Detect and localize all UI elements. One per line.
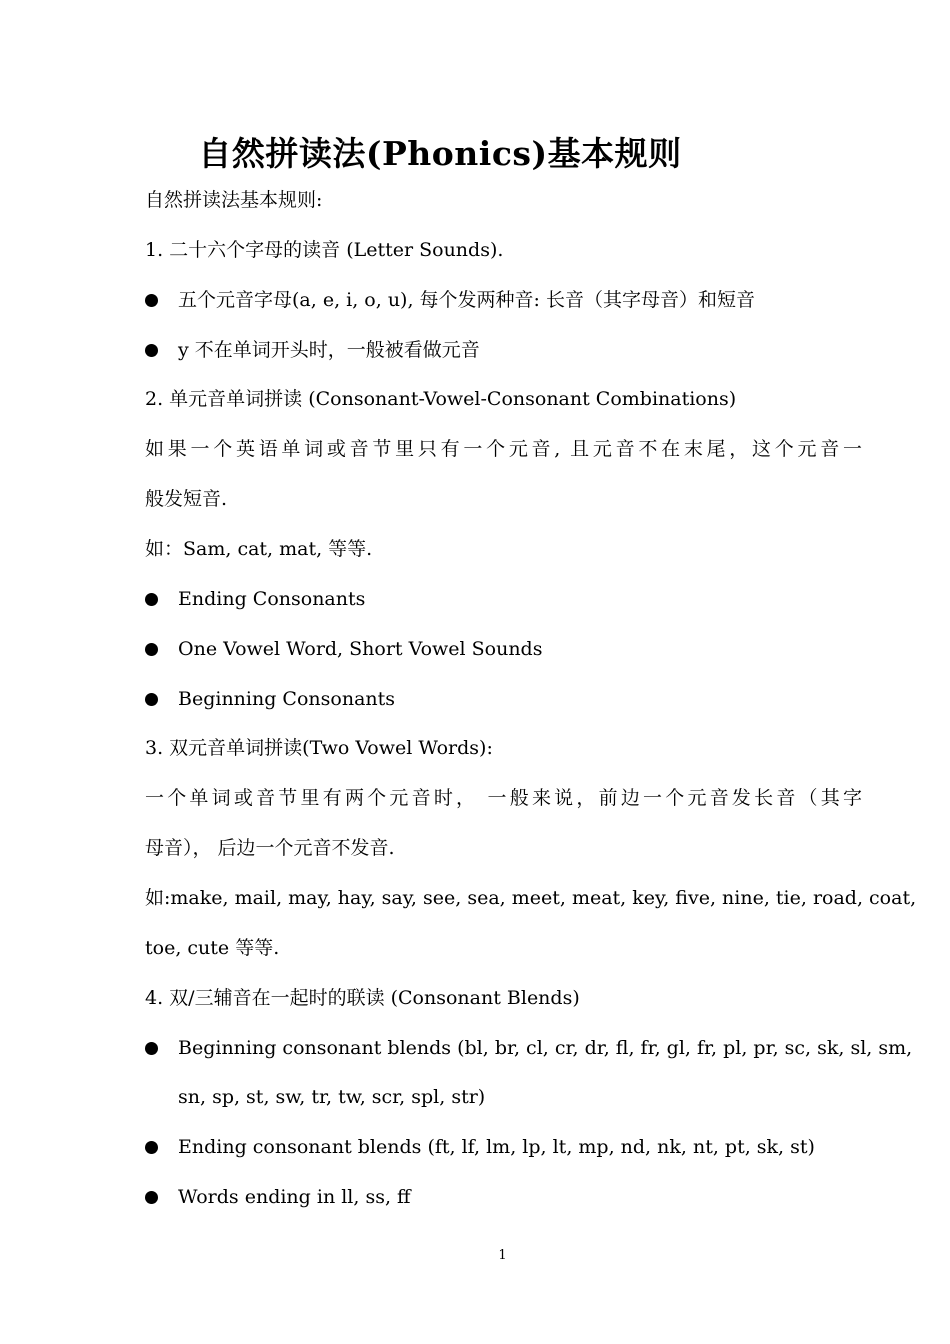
bullet-text: One Vowel Word, Short Vowel Sounds	[178, 638, 543, 660]
bullet-text: Beginning Consonants	[178, 688, 396, 710]
bullet-dot-icon	[145, 643, 158, 656]
bullet-text: Ending Consonants	[178, 588, 366, 610]
section-2-paragraph-line-2: 般发短音.	[145, 488, 228, 510]
bullet-dot-icon	[145, 1042, 158, 1055]
page-number: 1	[498, 1248, 507, 1263]
section-3-paragraph-line-2: 母音）， 后边一个元音不发音.	[145, 837, 395, 859]
section-4-bullet-1-continuation: sn, sp, st, sw, tr, tw, scr, spl, str)	[178, 1086, 486, 1108]
bullet-text: 五个元音字母(a, e, i, o, u), 每个发两种音: 长音（其字母音）和短音	[178, 289, 755, 311]
bullet-dot-icon	[145, 1141, 158, 1154]
page-title: 自然拼读法(Phonics)基本规则	[198, 134, 682, 173]
bullet-text: Words ending in ll, ss, ff	[178, 1186, 411, 1208]
bullet-text: y 不在单词开头时，一般被看做元音	[178, 339, 480, 361]
bullet-dot-icon	[145, 294, 158, 307]
bullet-text: Beginning consonant blends (bl, br, cl, cr, dr, fl, fr, gl, fr, pl, pr, sc, sk, sl, sm,	[178, 1037, 913, 1059]
bullet-dot-icon	[145, 693, 158, 706]
intro-line: 自然拼读法基本规则:	[145, 189, 323, 211]
section-2-paragraph-line-1: 如果一个英语单词或音节里只有一个元音, 且元音不在末尾，这个元音一	[145, 438, 862, 460]
section-3-heading: 3. 双元音单词拼读(Two Vowel Words):	[145, 737, 493, 759]
bullet-text: Ending consonant blends (ft, lf, lm, lp, lt, mp, nd, nk, nt, pt, sk, st)	[178, 1136, 815, 1158]
section-3-example-line-2: toe, cute 等等.	[145, 937, 280, 959]
section-3-example-line-1: 如:make, mail, may, hay, say, see, sea, meet, meat, key, five, nine, tie, road, coat,	[145, 887, 917, 909]
bullet-dot-icon	[145, 1191, 158, 1204]
section-2-heading: 2. 单元音单词拼读 (Consonant-Vowel-Consonant Combinations)	[145, 388, 737, 410]
section-1-heading: 1. 二十六个字母的读音 (Letter Sounds).	[145, 239, 504, 261]
section-3-paragraph-line-1: 一个单词或音节里有两个元音时， 一般来说，前边一个元音发长音（其字	[145, 787, 862, 809]
section-4-heading: 4. 双/三辅音在一起时的联读 (Consonant Blends)	[145, 987, 580, 1009]
section-2-example: 如：Sam, cat, mat, 等等.	[145, 538, 373, 560]
bullet-dot-icon	[145, 593, 158, 606]
bullet-dot-icon	[145, 344, 158, 357]
